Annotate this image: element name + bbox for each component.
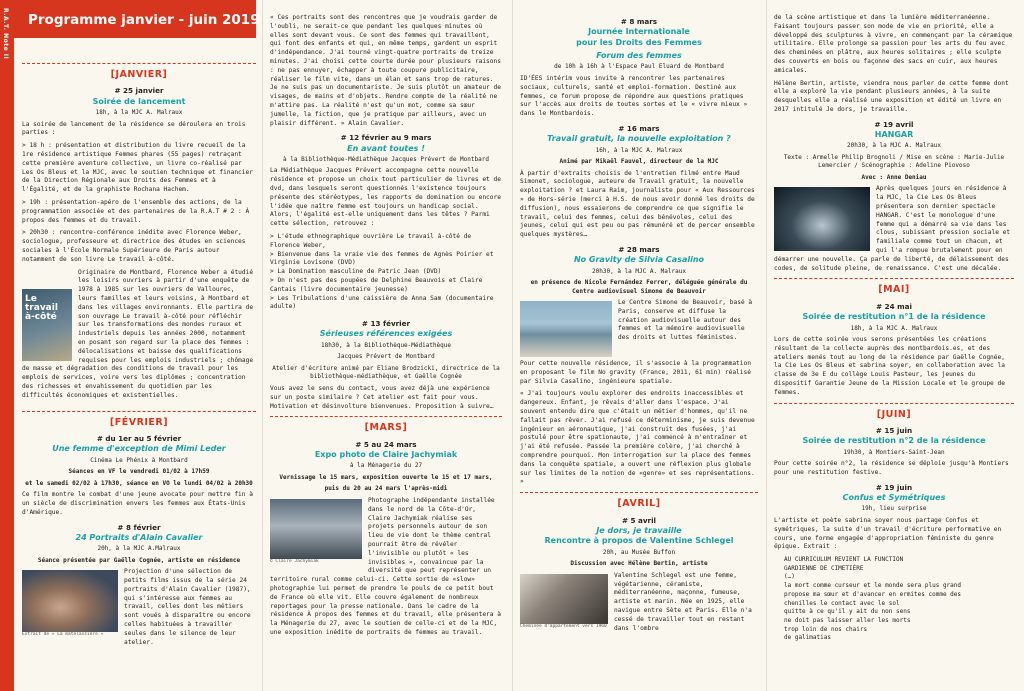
- event-title: Rencontre à propos de Valentine Schlegel: [544, 536, 734, 546]
- event-title: Soirée de lancement: [92, 96, 186, 106]
- photo-caption: © Claire Jachymiak: [270, 558, 319, 564]
- event-title: Je dors, je travaille: [596, 525, 682, 535]
- paragraph: Ce film montre le combat d'une jeune avocate pour mettre fin à un siècle de discrimination envers les femmes aux États-Unis d'Amérique.: [22, 491, 253, 516]
- paragraph: La Médiathèque Jacques Prévert accompagne cette nouvelle résidence et propose un choix tout particulier de livres et de dvd, dans lesquels seront questionnés l'existence toujours présente des stéréotypes, les rapports de domination ou encore l'idée que naître femme est toujours un handicap social. Alors, l'égalité est-elle uniquement dans les têtes ? Parmi cette sélection, retrouvez :: [270, 167, 501, 228]
- month-heading-juin: [JUIN]: [774, 403, 1014, 421]
- event-meta: puis du 20 au 24 mars l'après-midi: [324, 485, 448, 493]
- list-item: > On n'est pas des poupées de Delphine Beauvois et Claire Cantais (livre documentaire jeunesse): [270, 277, 483, 293]
- paragraph: > 20h30 : rencontre-conférence inédite avec Florence Weber, sociologue, professeure et directrice des études en sciences sociales à l'École Normale Supérieure de Paris autour notamment de son livre Le travail à-côté.: [22, 229, 246, 263]
- event-meta: en présence de Nicole Fernández Ferrer, déléguée générale du Centre audiovisuel Simone de Beauvoir: [530, 279, 748, 295]
- event-title: En avant toutes !: [347, 143, 425, 153]
- event-title: Soirée de restitution n°1 de la résidence: [802, 312, 986, 322]
- event-date: # 5 avril: [621, 515, 657, 525]
- list-item: > L'étude ethnographique ouvrière Le travail à-côté de Florence Weber,: [270, 233, 472, 249]
- event-title: pour les Droits des Femmes: [576, 37, 702, 47]
- event-title: No Gravity de Silvia Casalino: [573, 255, 705, 265]
- page-title: Programme janvier - juin 2019: [28, 12, 260, 28]
- column-2: [270, 14, 502, 642]
- paragraph: Valentine Schlegel est une femme, végétarienne, céramiste, méditerranéenne, maçonne, fumeuse, artiste et marin. Née en 1925, elle navigue entre Sète et Paris. Elle n'a cessé de travailler tout en restant dans l'ombre: [614, 571, 752, 632]
- poem-line: (…): [784, 573, 795, 581]
- film-still-image: [22, 570, 118, 638]
- event-meta: 18h30, à la Bibliothèque-Médiathèque: [320, 341, 452, 349]
- event-title: Journée Internationale: [588, 27, 690, 37]
- column-1: [22, 58, 256, 651]
- photo-caption: Extrait de « La matelassière »: [22, 632, 104, 638]
- event-meta: de 10h à 16h à l'Espace Paul Eluard de Montbard: [554, 63, 724, 71]
- event-meta: 18h, à la MJC A. Malraux: [850, 324, 938, 332]
- stage-photo: [774, 187, 870, 251]
- poem-line: la mort comme curseur et le monde sera plus grand: [784, 582, 962, 590]
- paragraph: La soirée de lancement de la résidence se déroulera en trois parties :: [22, 120, 246, 137]
- poem-line: GARDIENNE DE CIMETIÈRE: [784, 564, 864, 572]
- poem-line: propose ma sœur et d'avancer en ermites comme des: [784, 590, 962, 598]
- paragraph: Pour cette soirée n°2, la résidence se déploie jusqu'à Montiers pour une restitution festive.: [774, 460, 1009, 476]
- column-divider: [512, 0, 513, 691]
- poem-line: trop loin de nos chairs: [784, 625, 868, 633]
- event-date: # 25 janvier: [114, 86, 164, 96]
- event-date: # 16 mars: [618, 123, 660, 133]
- poem-line: ne doit pas laisser aller les morts: [784, 616, 911, 624]
- event-meta: Cinéma Le Phénix à Montbard: [90, 456, 188, 464]
- month-heading-mai: [MAI]: [774, 278, 1014, 296]
- event-date: # 24 mai: [876, 301, 912, 311]
- month-heading-fevrier: [FÉVRIER]: [22, 411, 256, 429]
- photo-caption: Cheminée d'appartement vers 1960: [520, 623, 607, 629]
- event-meta: 19h30, à Montiers-Saint-Jean: [843, 448, 945, 456]
- event-meta: Séance présentée par Gaëlle Cognée, artiste en résidence: [37, 556, 241, 564]
- event-date: # 8 mars: [620, 17, 658, 26]
- month-heading-janvier: [JANVIER]: [22, 63, 256, 81]
- paragraph: Vous avez le sens du contact, vous avez déjà une expérience sur un poste similaire ? Cet atelier est fait pour vous. Motivation et désinvolture bienvenues. Proposition à suivre…: [270, 384, 494, 410]
- paragraph: > 19h : présentation-apéro de l'ensemble des actions, de la programmation associée et des partenaires de la R.A.T # 2 : À propos des femmes et du travail.: [22, 198, 250, 224]
- event-meta: 16h, à la MJC A. Malraux: [595, 146, 683, 154]
- poem-line: chenilles le contact avec le sol: [784, 599, 900, 607]
- film-still-image: [520, 301, 612, 357]
- paragraph: « Ces portraits sont des rencontres que je voudrais garder de l'oubli, ne serait-ce que pendant les quelques minutes où elles sont devant vous. Ce sont des femmes qui travaillent, qui font des enfants et qui, en même temps, gardent un esprit d'indépendance. J'ai tourné vingt-quatre portraits de treize minutes. J'ai choisi cette courte durée pour plusieurs raisons : ne pas ennuyer, échapper à toute coupure publicitaire, réaliser le film vite, dans un élan et sans trop de ratures. Je ne suis pas un documentariste. Je suis plutôt un amateur de visages, de mains et d'objets. Rendre compte de la réalité ne m'attire pas. La réalité n'est qu'un mot, comme sa sœur jumelle, la fiction, que je pratique par ailleurs, avec un plaisir différent. » Alain Cavalier.: [270, 14, 501, 127]
- event-date: # 15 juin: [875, 426, 913, 436]
- event-meta: Vernissage le 15 mars, exposition ouverte le 15 et 17 mars,: [279, 473, 493, 481]
- paragraph: Hélène Bertin, artiste, viendra nous parler de cette femme dont elle a exploré la vie pendant plusieurs années, à la suite desquelles elle a réalisé une exposition et édité un livre en 2017 intitulé Je dors, je travaille.: [774, 79, 1009, 113]
- paragraph: Lors de cette soirée vous serons présentées les créations résultant de la collecte auprès des montbardois.es, et des ateliers menés tout au long de la résidence par Gaëlle Cognée, la Cie Les Os Bleus et sabrina soyer, en collaboration avec la classe de 3e E du collège Louis Pasteur, les jeunes du dispositif Garantie Jeune de la Mission Locale et le groupe de femmes.: [774, 336, 1005, 396]
- book-cover-image: [22, 289, 72, 361]
- column-divider: [262, 0, 263, 691]
- event-title: Sérieuses références exigées: [319, 329, 453, 339]
- event-meta: et le samedi 02/02 à 17h30, séance en VO le lundi 04/02 à 20h30: [25, 479, 253, 487]
- list-item: > Bienvenue dans la vraie vie des femmes de Agnès Poirier et Virginie Lovisone (DVD): [270, 250, 494, 267]
- paragraph: > 18 h : présentation et distribution du livre recueil de la 1re résidence artistique Femmes phares (55 pages) retraçant cette première aventure collective, un livre co-réalisé par Les Os Bleus et la MJC, avec le soutien technique et financier de la Direction Régionale aux Droits des Femmes et à l'Égalité, et de la graphiste Rochana Hachem.: [22, 142, 253, 194]
- office-photo: [520, 301, 612, 357]
- event-meta: 20h, à la MJC A.Malraux: [97, 545, 181, 553]
- event-meta: 20h, au Musée Buffon: [602, 548, 676, 556]
- sidebar-strip: [0, 0, 14, 691]
- event-title: Confus et Symétriques: [842, 493, 946, 503]
- paragraph: Le Centre Simone de Beauvoir, basé à Paris, conserve et diffuse la création audiovisuelle autour des femmes et la mémoire audiovisuelle des droits et luttes féministes.: [618, 299, 753, 342]
- list-item: > La Domination masculine de Patric Jean (DVD): [270, 268, 442, 276]
- paragraph: L'artiste et poète sabrina soyer nous partage Confus et symétriques, la suite d'un travail d'écriture performative en cours, une forme engagée d'appropriation féministe du genre épique. Extrait :: [774, 516, 1002, 551]
- event-date: # 19 juin: [875, 482, 913, 492]
- paragraph: de la scène artistique et dans la lumière méditerranéenne. Faisant toujours passer son mode de vie en priorité, elle a développé des sculptures à vivre, en commençant par la céramique utilitaire. Elle prolonge sa passion pour les arts du feu avec des cheminées en plâtre, aux heures solitaires ; elle sculpte des couverts en bois ou façonne des sacs en cuir, aux heures amicales.: [774, 14, 1013, 74]
- event-date: # 8 février: [117, 522, 161, 532]
- month-heading-avril: [AVRIL]: [520, 492, 758, 510]
- sidebar-label: R.A.T. Note II: [2, 8, 9, 60]
- column-3: [520, 14, 758, 637]
- event-title: Une femme d'exception de Mimi Leder: [52, 444, 226, 454]
- exhibition-photo: [270, 499, 362, 565]
- event-meta: 19h, lieu surprise: [861, 505, 927, 513]
- column-divider: [766, 0, 767, 691]
- month-heading-mars: [MARS]: [270, 416, 502, 434]
- event-meta: à la Bibliothèque-Médiathèque Jacques Prévert de Montbard: [283, 155, 489, 163]
- event-meta: 20h30, à la MJC A. Malraux: [847, 142, 941, 150]
- event-date: # du 1er au 5 février: [96, 434, 182, 443]
- event-title: Soirée de restitution n°2 de la résidence: [802, 436, 986, 446]
- paragraph: ID'ÉES intérim vous invite à rencontrer les partenaires sociaux, culturels, santé et emploi-formation. Destiné aux femmes, ce forum propose de répondre aux questions pratiques sur l'accès aux droits de toutes sortes et le « vivre mieux » dans le Montbardois.: [520, 74, 748, 118]
- event-meta: Discussion avec Hélène Bertin, artiste: [570, 560, 708, 568]
- paragraph: Projection d'une sélection de petits films issus de la série 24 portraits d'Alain Cavalier (1987), qui s'intéresse aux femmes au travail, celles dont les métiers sont voués à disparaître ou encore celles habituées à travailler seules dans le silence de leur atelier.: [124, 568, 251, 646]
- event-meta: Texte : Armelle Philip Brognoli / Mise en scène : Marie-Julie Lemercier / Scénographie : Adeline Piovoso: [783, 153, 1005, 170]
- event-meta: Atelier d'écriture animé par Eliane Brodzicki, directrice de la bibliothèque-médiathèque, et Gaëlle Cognée: [272, 364, 500, 381]
- event-meta: Séances en VF le vendredi 01/02 à 17h59: [68, 468, 210, 476]
- event-date: # 28 mars: [618, 244, 660, 254]
- workshop-photo: [520, 574, 608, 624]
- list-item: > Les Tribulations d'une caissière de Anna Sam (documentaire adulte): [270, 294, 494, 311]
- event-title: Travail gratuit, la nouvelle exploitation ?: [547, 134, 731, 144]
- event-meta: 18h, à la MJC A. Malraux: [95, 109, 183, 117]
- event-title: Expo photo de Claire Jachymiak: [314, 450, 458, 459]
- event-meta: Animé par Mikaël Fauvel, directeur de la MJC: [559, 158, 719, 166]
- paragraph: Photographe indépendante installée dans le nord de la Côte-d'Or, Claire Jachymiak réalise ses projets personnels autour de son lieu de vie dont le thème central pourrait être de révéler l'invisible ou plutôt « les invisibles », convaincue par la diversité que peut représenter un territoire rural comme celui-ci. Cette sortie de «slow» photographie lui permet de prendre le pouls de ce petit bout de France où elle vit. Elle couvre également de nombreux reportages pour la presse nationale. Dans le cadre de la résidence À propos des femmes et du travail, elle présentera à la Ménagerie du 27, avec le soutien de celle-ci et de la MJC, une exposition inédite de portraits de femmes au travail.: [270, 496, 501, 636]
- event-meta: Avec : Anne Deniau: [861, 173, 927, 181]
- event-subtitle: Forum des femmes: [596, 51, 682, 60]
- theatre-photo: [774, 187, 870, 251]
- header-banner: [14, 0, 260, 38]
- poem-line: quitte à ce qu'il y ait du non sens: [784, 608, 911, 616]
- event-date: # 19 avril: [874, 119, 914, 129]
- event-date: # 12 février au 9 mars: [340, 133, 432, 143]
- event-meta: Jacques Prévert de Montbard: [337, 353, 435, 361]
- poem-line: de galimatias: [784, 634, 831, 642]
- event-date: # 5 au 24 mars: [355, 439, 417, 449]
- event-title: 24 Portraits d'Alain Cavalier: [75, 532, 203, 542]
- paragraph: Après quelques jours en résidence à la MJC, la Cie Les Os Bleus présentera son dernier spectacle HANGAR. C'est le monologue d'une femme qui a démarré sa vie dans les clous, subissant pression sociale et familiale comme tout un chacun, et qui l'a rompue brutalement pour en démarrer une nouvelle. Ça parle de liberté, de délaissement des codes, de solitude pleine, de renaissance. C'est une décalée.: [774, 185, 1011, 272]
- event-meta: 20h30, à la MJC A. Malraux: [592, 267, 686, 275]
- book-cover-title: Le travail à-côté: [22, 289, 72, 361]
- factory-photo: [270, 499, 362, 559]
- paragraph: Originaire de Montbard, Florence Weber a étudié les loisirs ouvriers à partir d'une enquête de 1978 à 1985 sur les ouvriers de Vallourec, leurs familles et leurs voisins, à Montbard et dans les villages environnants. Elle partira de son ouvrage Le travail à-côté pour réfléchir sur les transformations des mondes ruraux et industriels depuis les années 2000, notamment en posant son regard sur la place des femmes : délocalisations et baisse des qualifications requises pour les emplois industriels ; chômage de masse et dégradation des conditions de travail pour les emplois de services, voire vers les diplômes ; concentration des richesses et envahissement du quotidien par les difficultés économiques et existentielles.: [22, 268, 254, 399]
- paragraph: « J'ai toujours voulu explorer des endroits inaccessibles et dangereux. Enfant, je rêvais d'aller dans l'espace. J'ai souvent entendu dire que c'était un métier d'hommes, qu'il ne fallait pas rêver. J'ai refusé ce déterminisme, je suis devenue ingénieur en aéronautique, j'ai construit des fusées, j'ai postulé pour être spationaute, j'ai commencé à m'entraîner et j'ai été refusée. Passée la première colère, j'ai cherché à comprendre pourquoi. Mon interrogation sur la place des femmes dans la conquête spatiale, a ouvert une réflexion plus globale sur les limites de la notion de «genre» et ses représentations. »: [520, 390, 755, 486]
- hands-photo: [22, 570, 118, 632]
- paragraph: Pour cette nouvelle résidence, il s'associe à la programmation en proposant le film No gravity (France, 2011, 61 min) réalisé par Silvia Casalino, ingénieure spatiale.: [520, 360, 751, 385]
- poem-excerpt: [784, 556, 1014, 643]
- event-title: HANGAR: [874, 129, 914, 139]
- poem-line: AU CURRICULUM REVIENT LA FUNCTION: [784, 556, 904, 564]
- paragraph: À partir d'extraits choisis de l'entretien filmé entre Maud Simonet, sociologue, auteure de Travail gratuit, la nouvelle exploitation ? et Laura Raim, journaliste pour « Aux Ressources » de Hors-série (merci à H.S. de nous avoir donné les droits de diffusion), nous essaierons de comprendre ce que signifie le travail, celui des femmes, celui des bénévoles, celui des jeunes, celui qui est peu ou pas rémunéré et de percer ensemble quelques mystères…: [520, 169, 755, 239]
- event-date: # 13 février: [361, 319, 411, 329]
- column-4: [774, 14, 1014, 643]
- event-meta: à la Ménagerie du 27: [349, 462, 423, 470]
- artwork-photo: [520, 574, 608, 630]
